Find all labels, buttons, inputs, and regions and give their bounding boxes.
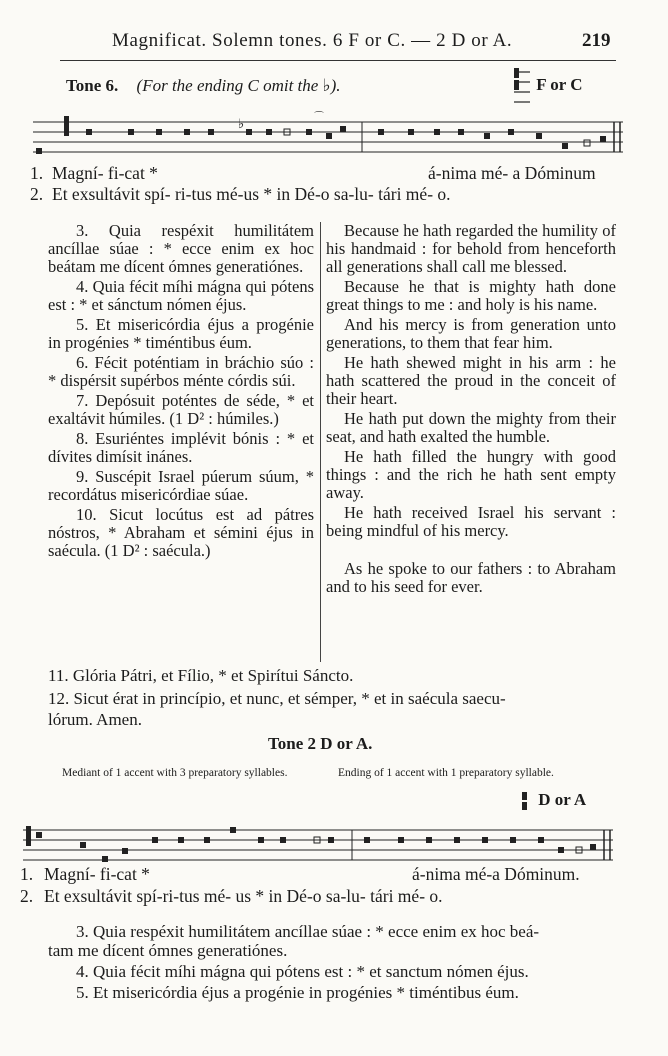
header-title: Magnificat. Solemn tones. 6 F or C. — 2 D or A. xyxy=(112,30,513,51)
tone2-verse-3-a: 3. Quia respéxit humilitátem ancíllae súae : * ecce enim ex hoc beá- xyxy=(76,922,540,941)
english-verse-3: Because he hath regarded the humility of his handmaid : for behold from henceforth all generations shall call me blessed. xyxy=(326,221,616,276)
tone2-clef-box xyxy=(520,790,586,812)
tone2-verse-5: 5. Et misericórdia éjus a progénie in progénies * timéntibus éum. xyxy=(76,983,519,1002)
tone6-lyric-line2: Et exsultávit spí- ri-tus mé-us * in Dé-o sa-lu- tári mé- o. xyxy=(52,184,451,204)
tone2-lyric-line1-b: á-nima mé-a Dóminum. xyxy=(412,864,580,884)
english-verse-10: As he spoke to our fathers : to Abraham and to his seed for ever. xyxy=(326,559,616,596)
latin-verse-column xyxy=(48,222,314,562)
svg-text:♭: ♭ xyxy=(238,116,245,131)
tone2-lyric-line1-a: Magní- fi-cat * xyxy=(44,864,150,884)
latin-verse-4: 4. Quia fécit míhi mágna qui pótens est : * et sánctum nómen éjus. xyxy=(48,277,314,314)
tone2-mediant-note: Mediant of 1 accent with 3 preparatory syllables. xyxy=(62,767,288,779)
svg-text:⌒: ⌒ xyxy=(314,112,324,123)
tone2-verse-4: 4. Quia fécit míhi mágna qui pótens est : * et sanctum nómen éjus. xyxy=(76,962,529,981)
tone2-lyric-line1-num: 1. xyxy=(20,864,34,884)
latin-verse-3: 3. Quia respéxit humilitátem ancíllae súae : * ecce enim ex hoc beátam me dícent ómnes generatiónes. xyxy=(48,221,314,276)
verse-12-b: lórum. Amen. xyxy=(48,710,142,729)
column-divider xyxy=(320,222,321,662)
tone2-lyric-line2-num: 2. xyxy=(20,886,34,906)
header-rule xyxy=(60,60,616,61)
tone2-verse-3-b: tam me dícent ómnes generatiónes. xyxy=(48,941,288,960)
clef-icon xyxy=(520,790,534,812)
english-verse-7: He hath put down the mighty from their seat, and hath exalted the humble. xyxy=(326,409,616,446)
clef-icon xyxy=(512,66,532,106)
english-verse-column xyxy=(326,222,616,598)
verse-11: 11. Glória Pátri, et Fílio, * et Spirítui Sáncto. xyxy=(48,666,354,685)
tone6-heading xyxy=(66,76,341,96)
verse-12-a: 12. Sicut érat in princípio, et nunc, et sémper, * et in saécula saecu- xyxy=(48,689,506,708)
english-verse-9: He hath received Israel his servant : being mindful of his mercy. xyxy=(326,503,616,540)
latin-verse-5: 5. Et misericórdia éjus a progénie in progénies * timéntibus éum. xyxy=(48,315,314,352)
tone2-heading: Tone 2 D or A. xyxy=(268,734,373,753)
english-verse-4: Because he that is mighty hath done great things to me : and holy is his name. xyxy=(326,277,616,314)
latin-verse-7: 7. Depósuit poténtes de séde, * et exaltávit húmiles. (1 D² : húmiles.) xyxy=(48,391,314,428)
tone6-clef-box xyxy=(512,66,583,106)
latin-verse-8: 8. Esuriéntes implévit bónis : * et dívites dimísit inánes. xyxy=(48,429,314,466)
tone2-clef-label: D or A xyxy=(538,790,587,809)
english-verse-6: He hath shewed might in his arm : he hath scattered the proud in the conceit of their heart. xyxy=(326,353,616,408)
page-number: 219 xyxy=(582,30,611,51)
tone6-lyric-line1-b: á-nima mé- a Dóminum xyxy=(428,163,596,183)
tone6-clef-label: F or C xyxy=(536,74,583,94)
english-verse-5: And his mercy is from generation unto generations, to them that fear him. xyxy=(326,315,616,352)
running-header xyxy=(0,30,668,56)
tone6-lyric-line1-num: 1. xyxy=(30,163,44,183)
latin-verse-9: 9. Suscépit Israel púerum súum, * recordátus misericórdiae súae. xyxy=(48,467,314,504)
tone2-ending-note: Ending of 1 accent with 1 preparatory syllable. xyxy=(338,767,554,779)
tone6-note: (For the ending C omit the ♭). xyxy=(136,76,341,95)
english-verse-8: He hath filled the hungry with good things : and the rich he hath sent empty away. xyxy=(326,447,616,502)
tone6-lyric-line2-num: 2. xyxy=(30,184,44,204)
latin-verse-6: 6. Fécit poténtiam in bráchio súo : * dispérsit supérbos ménte córdis súi. xyxy=(48,353,314,390)
tone6-staff xyxy=(28,108,628,164)
tone2-lyric-line2: Et exsultávit spí-ri-tus mé- us * in Dé-o sa-lu- tári mé- o. xyxy=(44,886,443,906)
tone6-lyric-line1-a: Magní- fi-cat * xyxy=(52,163,158,183)
tone6-label: Tone 6. xyxy=(66,76,119,95)
latin-verse-10: 10. Sicut locútus est ad pátres nóstros, * Abraham et sémini éjus in saécula. (1 D² : saécula.) xyxy=(48,505,314,560)
